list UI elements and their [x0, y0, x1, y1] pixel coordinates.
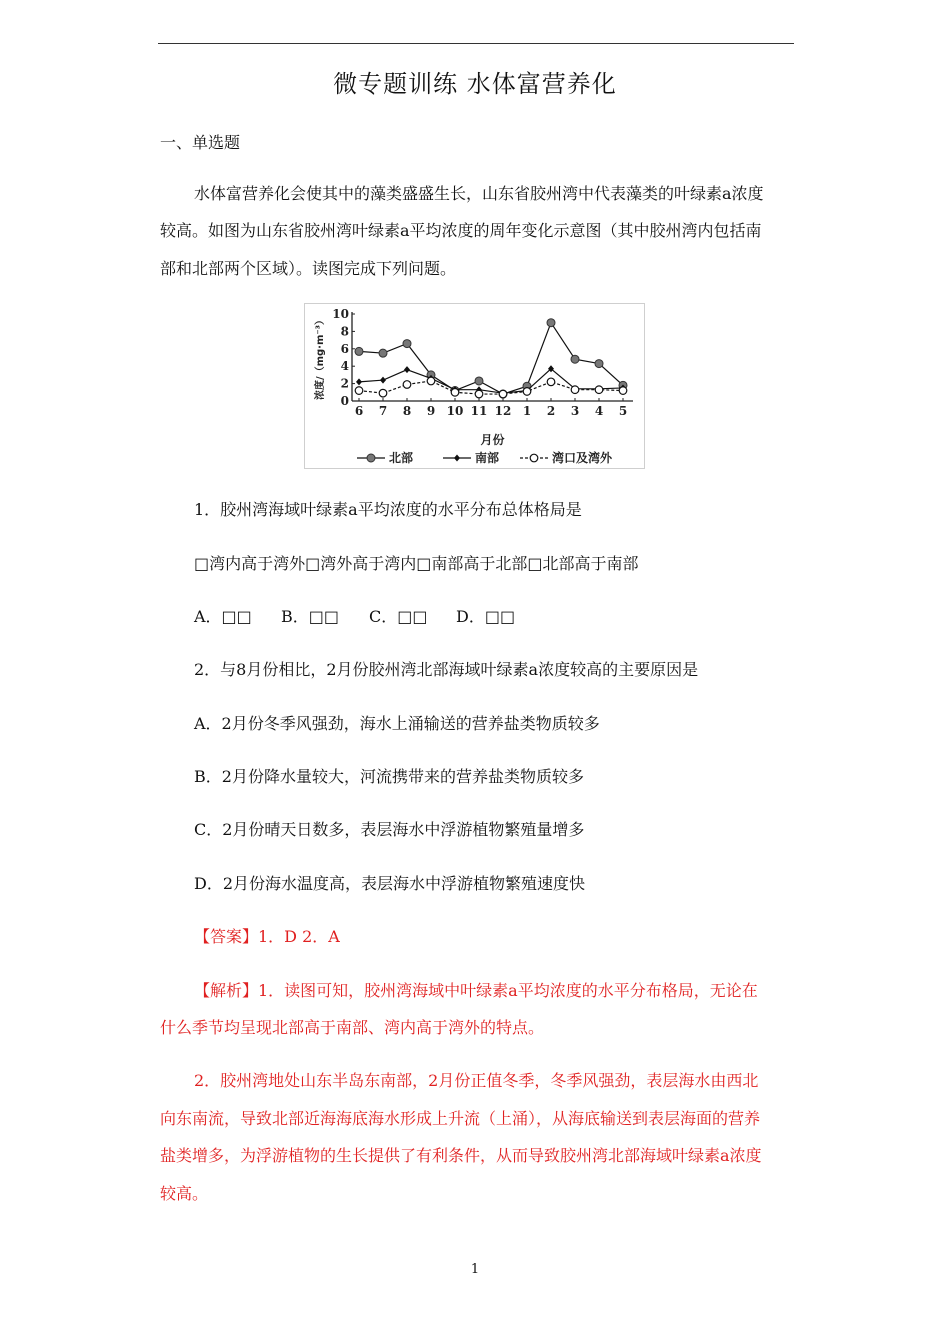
question-1-option-a[interactable]: A．□□: [194, 607, 252, 626]
data-point-outer: [547, 378, 555, 386]
question-2-option-d[interactable]: D．2月份海水温度高，表层海水中浮游植物繁殖速度快: [194, 874, 586, 893]
x-tick-label: 2: [546, 404, 556, 418]
x-tick-label: 11: [470, 404, 488, 418]
y-tick-label: 8: [340, 324, 349, 339]
x-tick-label: 7: [378, 404, 388, 418]
question-1-option-b[interactable]: B．□□: [281, 607, 339, 626]
page-title: 微专题训练 水体富营养化: [333, 70, 617, 98]
y-tick-label: 6: [340, 341, 349, 356]
legend-marker: [454, 455, 460, 462]
legend-item-north: [357, 450, 413, 465]
data-point-north: [379, 349, 387, 357]
x-tick-label: 10: [446, 404, 464, 418]
x-tick-label: 9: [426, 404, 436, 418]
question-1-items: □湾内高于湾外□湾外高于湾内□南部高于北部□北部高于南部: [194, 554, 639, 573]
data-point-outer: [427, 377, 435, 385]
analysis2-line-2: 向东南流，导致北部近海海底海水形成上升流（上涌），从海底输送到表层海面的营养: [160, 1109, 761, 1128]
intro-line-2: 较高。如图为山东省胶州湾叶绿素a平均浓度的周年变化示意图（其中胶州湾内包括南: [160, 221, 762, 240]
data-point-outer: [475, 390, 483, 398]
question-1-option-d[interactable]: D．□□: [456, 607, 516, 626]
intro-line-3: 部和北部两个区域）。读图完成下列问题。: [160, 259, 457, 278]
y-axis-title: 浓度/（mg·m⁻³）: [315, 314, 326, 401]
question-2-option-b[interactable]: B．2月份降水量较大，河流携带来的营养盐类物质较多: [194, 767, 584, 786]
legend-marker: [530, 454, 538, 462]
x-tick-label: 3: [570, 404, 580, 418]
legend-label: 北部: [389, 451, 414, 465]
x-tick-label: 4: [594, 404, 604, 418]
data-point-outer: [595, 386, 603, 394]
data-point-outer: [571, 386, 579, 394]
data-point-south: [356, 378, 362, 385]
header-rule: [158, 43, 794, 44]
series-south: [356, 365, 626, 396]
chlorophyll-chart: [304, 303, 645, 469]
legend-label: 湾口及湾外: [552, 451, 613, 465]
question-1-stem: 1．胶州湾海域叶绿素a平均浓度的水平分布总体格局是: [194, 500, 582, 519]
question-1-option-c[interactable]: C．□□: [369, 607, 428, 626]
y-tick-label: 10: [332, 307, 349, 321]
analysis2-line-3: 盐类增多，为浮游植物的生长提供了有利条件，从而导致胶州湾北部海域叶绿素a浓度: [160, 1146, 762, 1165]
data-point-outer: [355, 387, 363, 395]
legend-label: 南部: [475, 451, 500, 465]
data-point-south: [404, 366, 410, 373]
y-tick-label: 4: [340, 359, 349, 374]
data-point-north: [547, 319, 555, 327]
analysis-line-2: 什么季节均呈现北部高于南部、湾内高于湾外的特点。: [160, 1018, 545, 1037]
analysis2-line-4: 较高。: [160, 1184, 209, 1203]
x-tick-label: 5: [618, 404, 628, 418]
y-tick-label: 0: [340, 394, 349, 408]
data-point-outer: [403, 381, 411, 389]
data-point-outer: [499, 390, 507, 398]
data-point-outer: [619, 387, 627, 395]
legend-marker: [367, 454, 375, 462]
question-2-option-a[interactable]: A．2月份冬季风强劲，海水上涌输送的营养盐类物质较多: [194, 714, 600, 733]
answer-line: 【答案】1．D 2．A: [194, 927, 340, 946]
x-tick-label: 6: [354, 404, 364, 418]
data-point-south: [380, 377, 386, 384]
analysis-line-1: 【解析】1．读图可知，胶州湾海域中叶绿素a平均浓度的水平分布格局，无论在: [194, 981, 758, 1000]
analysis2-line-1: 2．胶州湾地处山东半岛东南部，2月份正值冬季，冬季风强劲，表层海水由西北: [194, 1071, 759, 1090]
intro-line-1: 水体富营养化会使其中的藻类盛盛生长，山东省胶州湾中代表藻类的叶绿素a浓度: [194, 184, 764, 203]
data-point-north: [571, 355, 579, 363]
data-point-north: [475, 377, 483, 385]
series-north: [355, 319, 627, 398]
x-tick-label: 1: [522, 404, 532, 418]
x-tick-label: 12: [494, 404, 512, 418]
legend-item-south: [443, 450, 499, 465]
question-2-stem: 2．与8月份相比，2月份胶州湾北部海域叶绿素a浓度较高的主要原因是: [194, 660, 699, 679]
y-tick-label: 2: [340, 376, 349, 391]
legend-item-outer: [520, 450, 613, 465]
data-point-north: [595, 360, 603, 368]
chart-svg: [305, 304, 644, 468]
data-point-north: [403, 340, 411, 348]
data-point-outer: [523, 388, 531, 396]
x-tick-label: 8: [402, 404, 412, 418]
series-line-north: [359, 323, 623, 394]
section-heading: 一、单选题: [160, 133, 241, 152]
data-point-outer: [451, 389, 459, 397]
data-point-north: [355, 347, 363, 355]
page-number: 1: [470, 1262, 480, 1277]
x-axis-title: 月份: [480, 433, 505, 447]
data-point-outer: [379, 389, 387, 397]
question-2-option-c[interactable]: C．2月份晴天日数多，表层海水中浮游植物繁殖量增多: [194, 820, 585, 839]
